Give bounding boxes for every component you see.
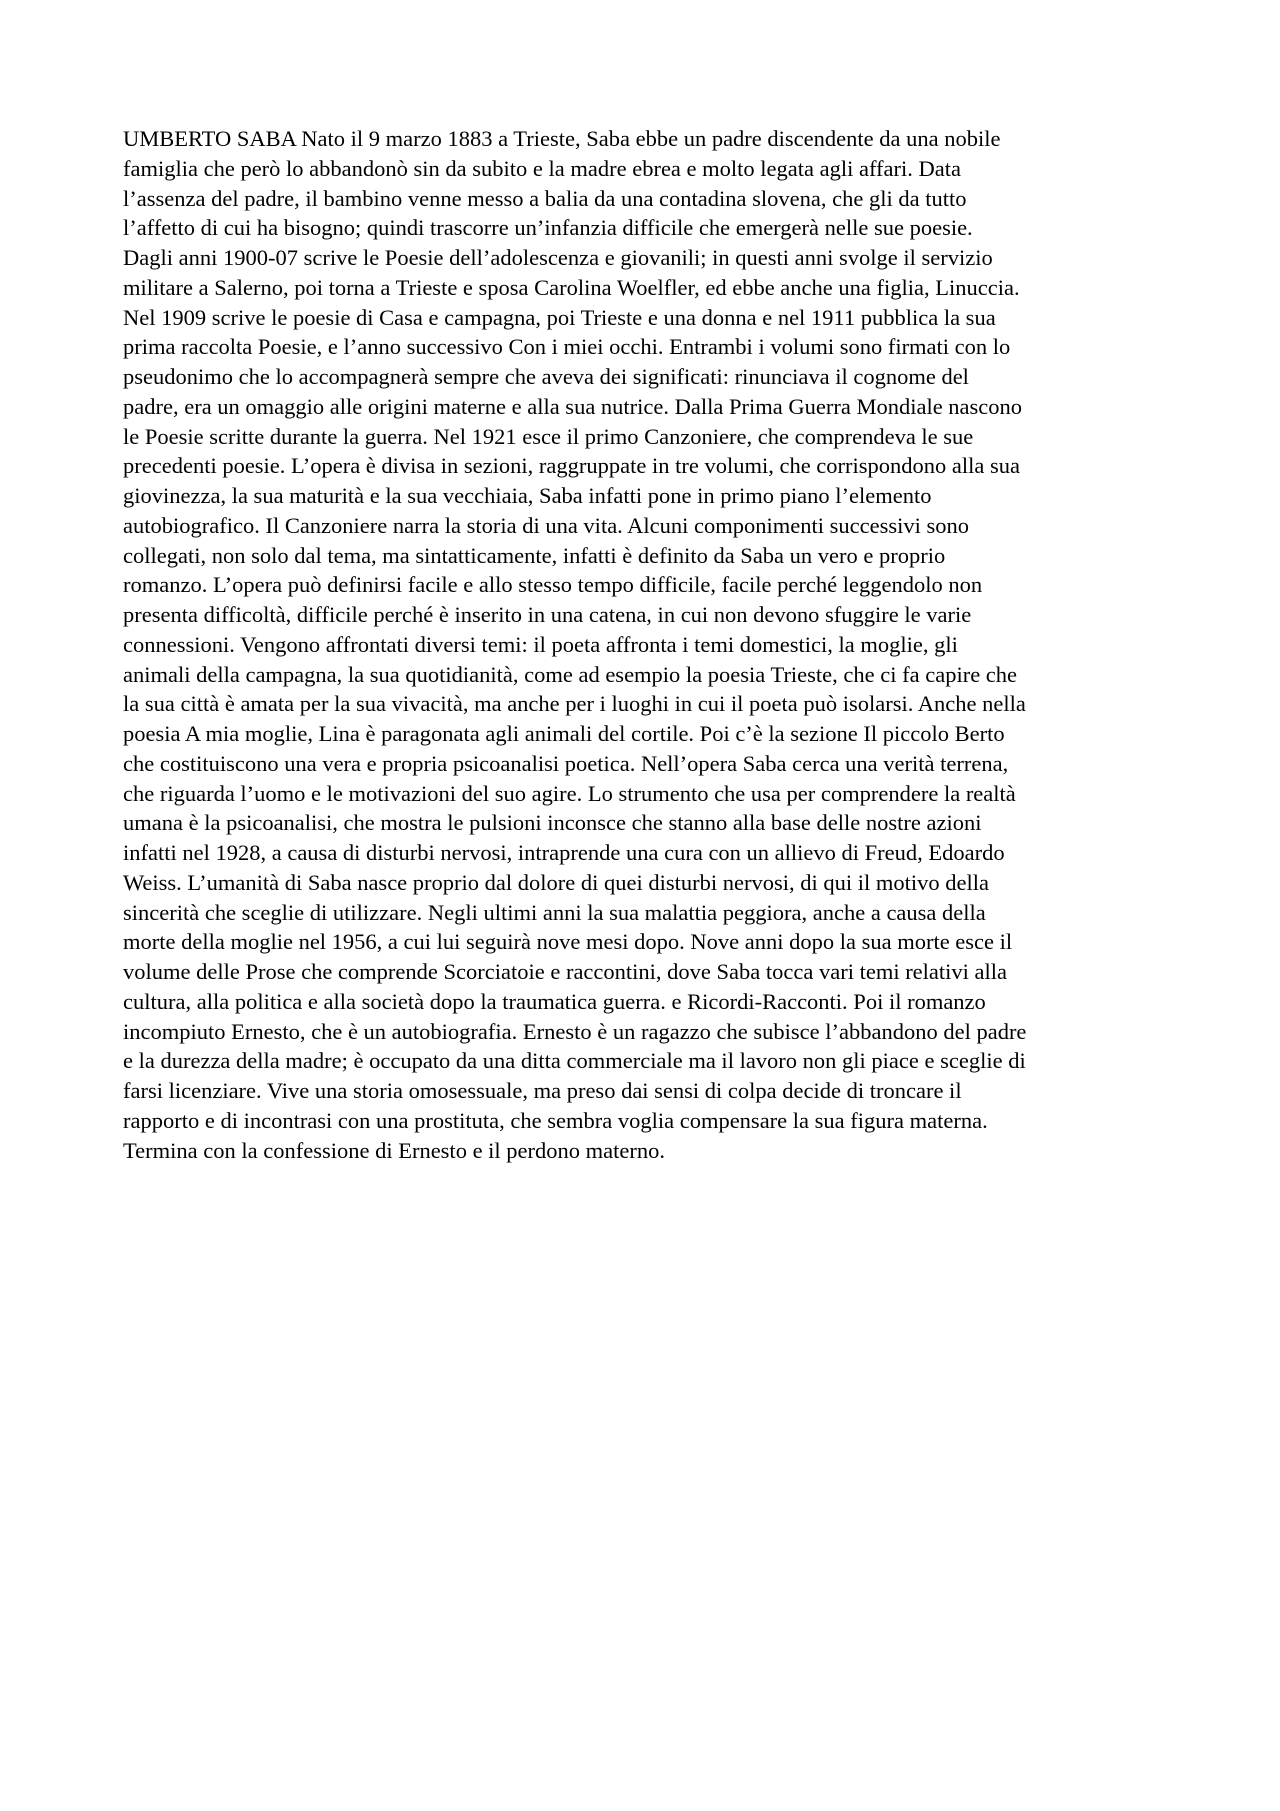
text-line: volume delle Prose che comprende Scorciatoie e raccontini, dove Saba tocca vari temi relativi alla <box>123 959 1008 984</box>
text-line: romanzo. L’opera può definirsi facile e allo stesso tempo difficile, facile perché leggendolo non <box>123 572 983 598</box>
text-line: connessioni. Vengono affrontati diversi temi: il poeta affronta i temi domestici, la moglie, gli <box>123 631 958 657</box>
text-line: Dagli anni 1900-07 scrive le Poesie dell’adolescenza e giovanili; in questi anni svolge il servizio <box>123 245 993 270</box>
text-line: prima raccolta Poesie, e l’anno successivo Con i miei occhi. Entrambi i volumi sono firmati con lo <box>123 334 1011 360</box>
text-line: la sua città è amata per la sua vivacità, ma anche per i luoghi in cui il poeta può isolarsi. Anche nella <box>123 691 1026 717</box>
text-line: sincerità che sceglie di utilizzare. Negli ultimi anni la sua malattia peggiora, anche a causa della <box>123 899 986 925</box>
text-line: l’affetto di cui ha bisogno; quindi trascorre un’infanzia difficile che emergerà nelle sue poesie. <box>123 215 973 241</box>
text-line: giovinezza, la sua maturità e la sua vecchiaia, Saba infatti pone in primo piano l’elemento <box>123 483 932 508</box>
text-line: che riguarda l’uomo e le motivazioni del suo agire. Lo strumento che usa per comprendere la realtà <box>123 780 1016 806</box>
text-line: cultura, alla politica e alla società dopo la traumatica guerra. e Ricordi-Racconti. Poi il romanzo <box>123 988 986 1014</box>
text-line: presenta difficoltà, difficile perché è inserito in una catena, in cui non devono sfuggire le varie <box>123 602 972 627</box>
text-line: umana è la psicoanalisi, che mostra le pulsioni inconsce che stanno alla base delle nostre azioni <box>123 810 982 836</box>
text-line: poesia A mia moglie, Lina è paragonata agli animali del cortile. Poi c’è la sezione Il piccolo Berto <box>123 721 1005 746</box>
text-line: le Poesie scritte durante la guerra. Nel 1921 esce il primo Canzoniere, che comprendeva le sue <box>123 423 974 449</box>
text-line: che costituiscono una vera e propria psicoanalisi poetica. Nell’opera Saba cerca una verità terrena, <box>123 750 1009 776</box>
text-line: Nel 1909 scrive le poesie di Casa e campagna, poi Trieste e una donna e nel 1911 pubblica la sua <box>123 304 996 330</box>
text-line: farsi licenziare. Vive una storia omosessuale, ma preso dai sensi di colpa decide di troncare il <box>123 1078 962 1103</box>
text-line: autobiografico. Il Canzoniere narra la storia di una vita. Alcuni componimenti successivi sono <box>123 512 970 538</box>
text-line: incompiuto Ernesto, che è un autobiografia. Ernesto è un ragazzo che subisce l’abbandono del padre <box>123 1018 1027 1044</box>
text-line: padre, era un omaggio alle origini materne e alla sua nutrice. Dalla Prima Guerra Mondiale nascono <box>123 393 1023 419</box>
text-line: morte della moglie nel 1956, a cui lui seguirà nove mesi dopo. Nove anni dopo la sua morte esce il <box>123 929 1013 955</box>
text-line: l’assenza del padre, il bambino venne messo a balia da una contadina slovena, che gli da tutto <box>123 185 967 211</box>
text-line: Termina con la confessione di Ernesto e il perdono materno. <box>123 1137 665 1163</box>
text-line: rapporto e di incontrasi con una prostituta, che sembra voglia compensare la sua figura materna. <box>123 1107 988 1133</box>
text-line: UMBERTO SABA Nato il 9 marzo 1883 a Trieste, Saba ebbe un padre discendente da una nobile <box>123 126 1001 151</box>
text-line: famiglia che però lo abbandonò sin da subito e la madre ebrea e molto legata agli affari. Data <box>123 155 962 181</box>
text-line: infatti nel 1928, a causa di disturbi nervosi, intraprende una cura con un allievo di Freud, Edoardo <box>123 840 1005 865</box>
text-line: pseudonimo che lo accompagnerà sempre che aveva dei significati: rinunciava il cognome del <box>123 364 969 389</box>
text-line: e la durezza della madre; è occupato da una ditta commerciale ma il lavoro non gli piace e sceglie di <box>123 1048 1026 1074</box>
body-paragraph <box>123 124 1168 1165</box>
text-line: precedenti poesie. L’opera è divisa in sezioni, raggruppate in tre volumi, che corrispondono alla sua <box>123 453 1021 479</box>
text-line: collegati, non solo dal tema, ma sintatticamente, infatti è definito da Saba un vero e proprio <box>123 542 946 568</box>
text-line: Weiss. L’umanità di Saba nasce proprio dal dolore di quei disturbi nervosi, di qui il motivo della <box>123 869 989 895</box>
text-line: militare a Salerno, poi torna a Trieste e sposa Carolina Woelfler, ed ebbe anche una figlia, Linuccia. <box>123 274 1020 300</box>
text-line: animali della campagna, la sua quotidianità, come ad esempio la poesia Trieste, che ci fa capire che <box>123 661 1018 687</box>
